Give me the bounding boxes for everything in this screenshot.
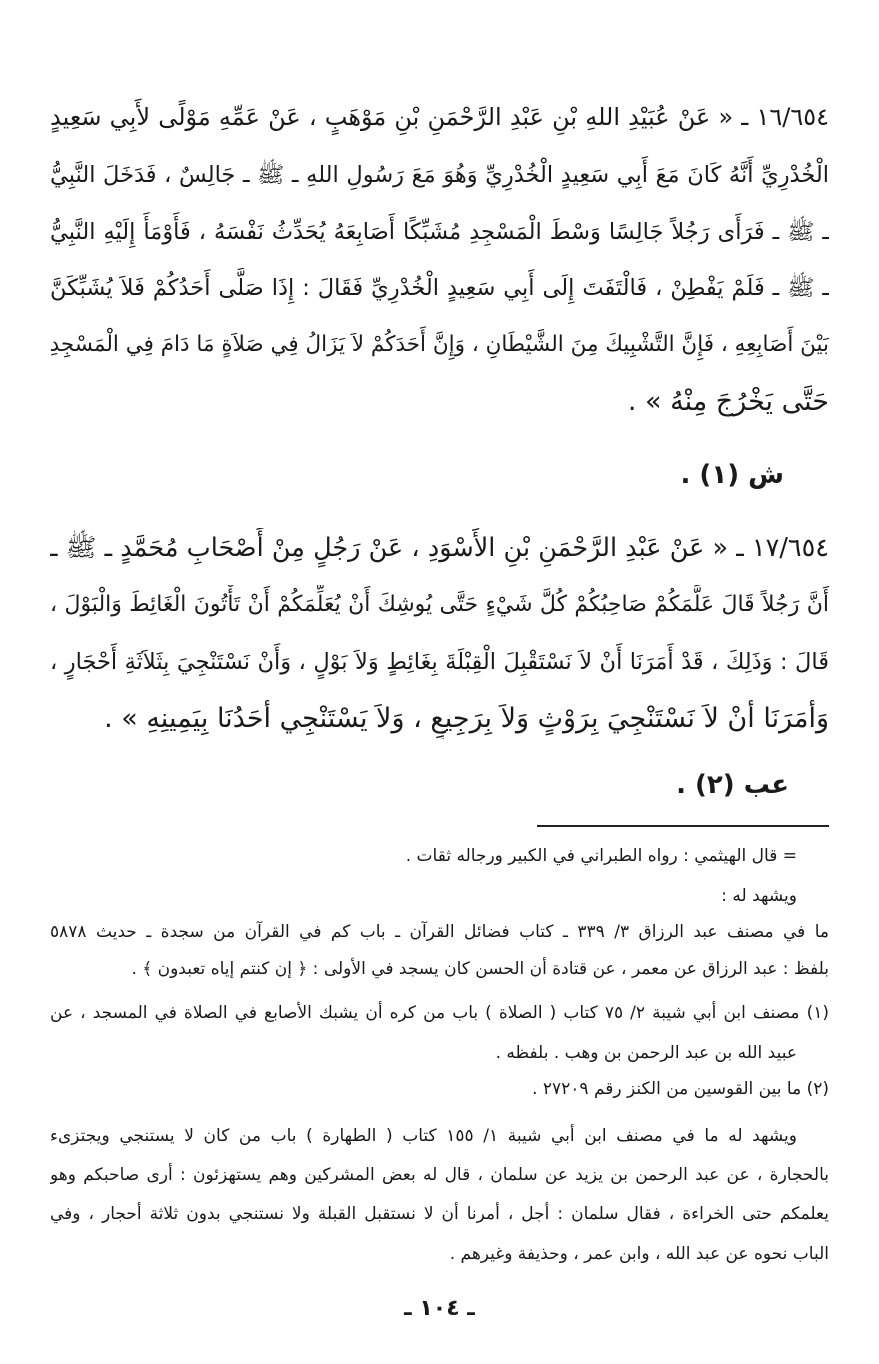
footnote-line: (١) مصنف ابن أبي شيبة ٢/ ٧٥ كتاب ( الصلاة ) باب من كره أن يشبك الأصابع في الصلاة في المسجد ، عن xyxy=(50,1003,829,1023)
source-reference: عب (٢) . xyxy=(676,770,789,800)
footnote-line: ويشهد له : xyxy=(721,886,797,906)
footnote-line: بلفظ : عبد الرزاق عن معمر ، عن قتادة أن الحسن كان يسجد في الأولى : ﴿ إن كنتم إياه تعبدون ﴾ . xyxy=(131,959,829,979)
footnote-line: ما في مصنف عبد الرزاق ٣/ ٣٣٩ ـ كتاب فضائل القرآن ـ باب كم في القرآن من سجدة ـ حديث ٥٨٧٨ xyxy=(50,922,829,942)
hadith-line: ١٧/٦٥٤ ـ « عَنْ عَبْدِ الرَّحْمَنِ بْنِ الأَسْوَدِ ، عَنْ رَجُلٍ مِنْ أَصْحَابِ مُحَمَّدٍ ـ ﷺ ـ xyxy=(50,533,829,563)
footnote-line: بالحجارة ، عن عبد الرحمن بن يزيد عن سلمان ، قال له بعض المشركين وهم يستهزئون : أرى صاحبكم وهو xyxy=(50,1165,829,1185)
footnote-line: عبيد الله بن عبد الرحمن بن وهب . بلفظه . xyxy=(495,1043,797,1063)
hadith-line: وَأَمَرَنَا أَنْ لاَ نَسْتَنْجِيَ بِرَوْثٍ وَلاَ بِرَجِيعٍ ، وَلاَ يَسْتَنْجِي أَحَدُنَا بِيَمِينِهِ » . xyxy=(104,703,829,734)
hadith-line: بَيْنَ أَصَابِعِهِ ، فَإِنَّ التَّشْبِيكَ مِنَ الشَّيْطَانِ ، وَإِنَّ أَحَدَكُمْ لاَ يَزَالُ فِي صَلاَةٍ مَا دَامَ فِي الْمَسْجِدِ xyxy=(50,332,829,357)
footnote-line: الباب نحوه عن عبد الله ، وابن عمر ، وحذيفة وغيرهم . xyxy=(449,1244,829,1264)
hadith-line: حَتَّى يَخْرُجَ مِنْهُ » . xyxy=(627,386,829,417)
hadith-line: ١٦/٦٥٤ ـ « عَنْ عُبَيْدِ اللهِ بْنِ عَبْدِ الرَّحْمَنِ بْنِ مَوْهَبٍ ، عَنْ عَمِّهِ مَوْلًى لأَبِي سَعِيدٍ xyxy=(50,103,829,131)
footnote-line: (٢) ما بين القوسين من الكنز رقم ٢٧٢٠٩ . xyxy=(532,1079,829,1099)
source-reference: ش (١) . xyxy=(680,460,784,490)
hadith-line: الْخُدْرِيِّ أَنَّهُ كَانَ مَعَ أَبِي سَعِيدٍ الْخُدْرِيِّ وَهُوَ مَعَ رَسُولِ اللهِ ـ ﷺ ـ جَالِسٌ ، فَدَخَلَ النَّبِيُّ xyxy=(50,162,829,188)
hadith-line: أَنَّ رَجُلاً قَالَ عَلَّمَكُمْ صَاحِبُكُمْ كُلَّ شَيْءٍ حَتَّى يُوشِكَ أَنْ يُعَلِّمَكُمْ أَنْ تَأْتُونَ الْغَائِطَ وَالْبَوْلَ ، xyxy=(50,592,829,617)
footnote-divider xyxy=(537,825,829,827)
footnote-line: ويشهد له ما في مصنف ابن أبي شيبة ١/ ١٥٥ كتاب ( الطهارة ) باب من كان لا يستنجي ويجتزىء xyxy=(50,1126,797,1146)
footnote-line: = قال الهيثمي : رواه الطبراني في الكبير ورجاله ثقات . xyxy=(405,846,797,866)
hadith-line: قَالَ : وَذَلِكَ ، قَدْ أَمَرَنَا أَنْ لاَ نَسْتَقْبِلَ الْقِبْلَةَ بِغَائِطٍ وَلاَ بَوْلٍ ، وَأَنْ نَسْتَنْجِيَ بِثَلاَثَةِ أَحْجَارٍ ، xyxy=(50,649,829,675)
hadith-line: ـ ﷺ ـ فَلَمْ يَفْطِنْ ، فَالْتَفَتَ إِلَى أَبِي سَعِيدٍ الْخُدْرِيِّ فَقَالَ : إِذَا صَلَّى أَحَدُكُمْ فَلاَ يُشَبِّكَنَّ xyxy=(50,275,829,301)
hadith-line: ـ ﷺ ـ فَرَأَى رَجُلاً جَالِسًا وَسْطَ الْمَسْجِدِ مُشَبِّكًا أَصَابِعَهُ يُحَدِّثُ نَفْسَهُ ، فَأَوْمَأَ إِلَيْهِ النَّبِيُّ xyxy=(50,219,829,245)
page-number: ـ ١٠٤ ـ xyxy=(404,1296,475,1321)
footnote-line: يعلمكم حتى الخراءة ، فقال سلمان : أجل ، أمرنا أن لا نستقبل القبلة ولا نستنجي بدون ثلاثة أحجار ، وفي xyxy=(50,1204,829,1224)
